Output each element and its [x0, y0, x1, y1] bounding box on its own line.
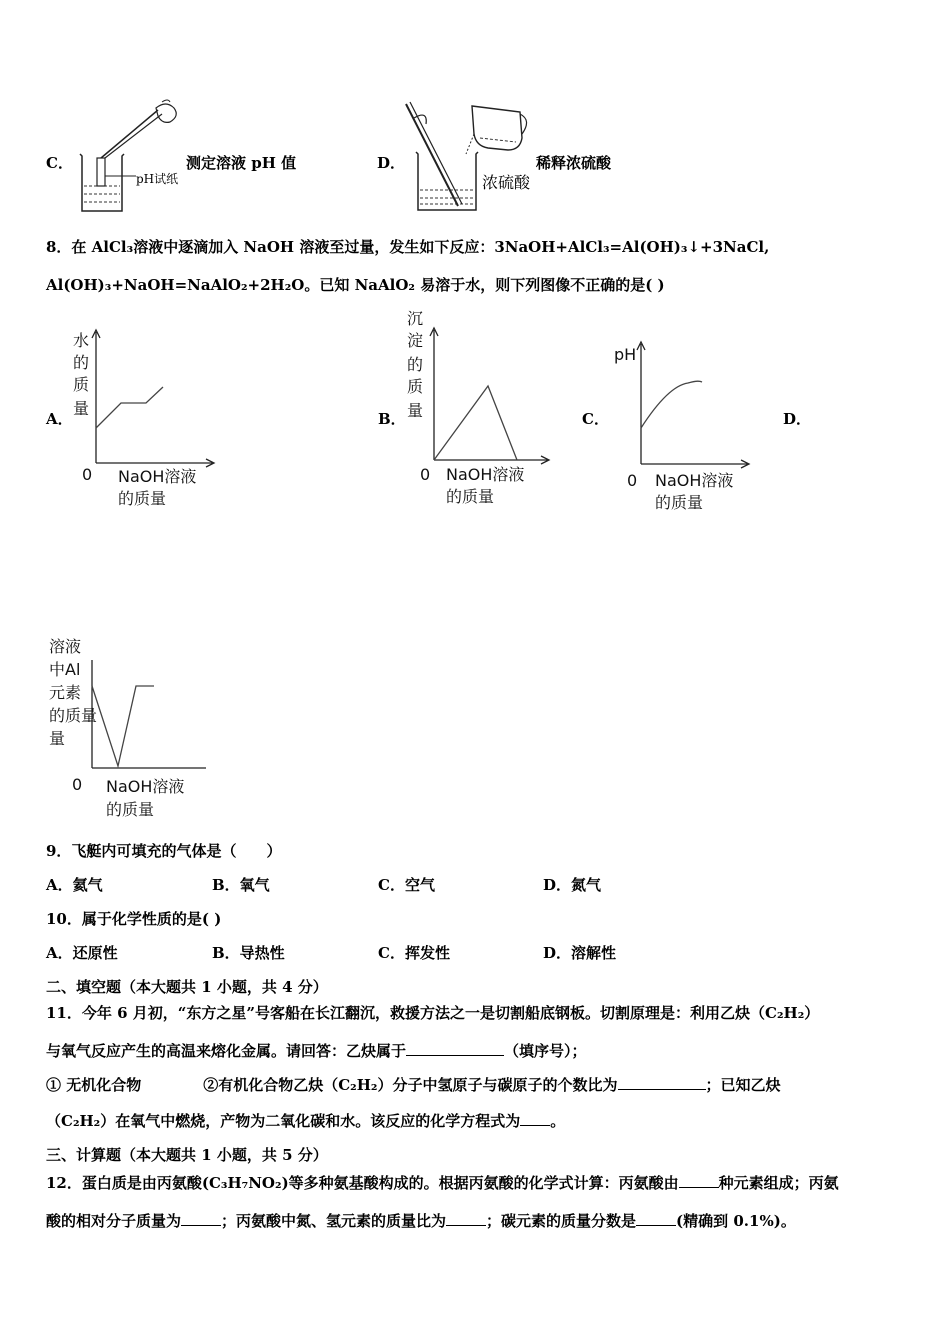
q12-blank-mass-ratio[interactable] — [446, 1211, 486, 1226]
q12-line1-text-b: 种元素组成；丙氨 — [718, 1174, 839, 1192]
q9-option-c: C．空气 — [378, 876, 435, 894]
q7-option-d-caption: 稀释浓硫酸 — [536, 154, 612, 172]
q12-line1 — [46, 1172, 839, 1193]
graph-d-ylabel-1: 溶液 — [49, 637, 82, 656]
ph-test-illustration — [70, 96, 190, 218]
graph-c-ph — [610, 336, 756, 522]
q11-line2-text-b: （填序号）； — [504, 1042, 587, 1060]
graph-c-curve — [641, 381, 702, 428]
graph-d-ylabel-3: 元素 — [49, 683, 82, 702]
graph-a-label: A． — [46, 410, 73, 428]
q10-option-a: A．还原性 — [46, 944, 118, 962]
q11-blank-classification[interactable] — [406, 1041, 504, 1056]
graph-a-origin: 0 — [82, 465, 93, 484]
q11-line3-text-a: ① 无机化合物 — [46, 1076, 142, 1094]
graph-a-ylabel-2: 的 — [73, 353, 90, 372]
graph-b-ylabel-1: 沉 — [407, 309, 424, 328]
graph-d-ylabel-4: 的质量 — [49, 706, 98, 725]
graph-c-xlabel-1: NaOH溶液 — [655, 471, 734, 490]
graph-a-curve — [96, 387, 163, 428]
q11-line3-text-b: ②有机化合物乙炔（C₂H₂）分子中氢原子与碳原子的个数比为 — [203, 1076, 618, 1094]
graph-b-ylabel-2: 淀 — [407, 331, 424, 350]
graph-a-water-mass — [68, 328, 218, 518]
dilute-acid-illustration — [400, 98, 536, 218]
graph-a-xlabel-2: 的质量 — [118, 489, 167, 508]
conc-sulfuric-label: 浓硫酸 — [482, 173, 531, 192]
graph-d-ylabel-5: 量 — [49, 729, 66, 748]
graph-a-ylabel-3: 质 — [73, 375, 90, 394]
graph-d-curve — [92, 686, 154, 766]
graph-b-ylabel-5: 量 — [407, 401, 424, 420]
section3-heading: 三、计算题（本大题共 1 小题，共 5 分） — [46, 1146, 328, 1164]
q12-line2-text-a: 酸的相对分子质量为 — [46, 1212, 182, 1230]
graph-d-xlabel-2: 的质量 — [106, 800, 155, 819]
q9-option-a: A．氦气 — [46, 876, 103, 894]
q7-option-c-caption: 测定溶液 pH 值 — [186, 154, 297, 172]
graph-b-curve — [434, 386, 517, 460]
q12-line2-text-c: ；碳元素的质量分数是 — [486, 1212, 637, 1230]
q12-line2 — [46, 1210, 796, 1231]
graph-a-xlabel-1: NaOH溶液 — [118, 467, 197, 486]
q12-blank-element-count[interactable] — [679, 1173, 719, 1188]
graph-b-xlabel-1: NaOH溶液 — [446, 465, 525, 484]
q8-stem-line1: 8．在 AlCl₃溶液中逐滴加入 NaOH 溶液至过量，发生如下反应：3NaOH+AlCl₃=Al(OH)₃↓+3NaCl, — [46, 238, 770, 256]
graph-d-origin: 0 — [72, 775, 83, 794]
q12-blank-carbon-fraction[interactable] — [636, 1211, 676, 1226]
q11-line1: 11．今年 6 月初，“东方之星”号客船在长江翻沉，救援方法之一是切割船底钢板。切割原理是：利用乙炔（C₂H₂） — [46, 1004, 820, 1022]
ph-strip-label: pH试纸 — [136, 172, 179, 186]
q10-option-c: C．挥发性 — [378, 944, 450, 962]
q7-option-c-label: C． — [46, 154, 73, 172]
graph-d-xlabel-1: NaOH溶液 — [106, 777, 185, 796]
q12-blank-molar-mass[interactable] — [181, 1211, 221, 1226]
section2-heading: 二、填空题（本大题共 1 小题，共 4 分） — [46, 978, 328, 996]
graph-d-label: D． — [783, 410, 812, 428]
graph-c-xlabel-2: 的质量 — [655, 493, 704, 512]
q11-line4-text-a: （C₂H₂）在氧气中燃烧，产物为二氧化碳和水。该反应的化学方程式为 — [46, 1112, 521, 1130]
q12-line1-text-a: 12．蛋白质是由丙氨酸(C₃H₇NO₂)等多种氨基酸构成的。根据丙氨酸的化学式计算：丙氨酸由 — [46, 1174, 679, 1192]
q9-option-b: B．氧气 — [212, 876, 270, 894]
graph-d-ylabel-2: 中Al — [49, 660, 81, 679]
graph-c-label: C． — [582, 410, 609, 428]
graph-b-precipitate-mass — [402, 308, 552, 518]
q11-line4 — [46, 1110, 565, 1131]
q8-stem-line2: Al(OH)₃+NaOH=NaAlO₂+2H₂O。已知 NaAlO₂ 易溶于水，则下列图像不正确的是( ) — [46, 276, 665, 294]
graph-b-ylabel-4: 质 — [407, 377, 424, 396]
q11-line3 — [46, 1074, 781, 1095]
q10-option-b: B．导热性 — [212, 944, 285, 962]
graph-c-ylabel: pH — [614, 345, 637, 364]
graph-d-al-mass — [46, 632, 206, 824]
graph-c-origin: 0 — [627, 471, 638, 490]
q11-line2-text-a: 与氧气反应产生的高温来熔化金属。请回答：乙炔属于 — [46, 1042, 407, 1060]
q12-line2-text-b: ；丙氨酸中氮、氢元素的质量比为 — [221, 1212, 447, 1230]
q9-stem: 9．飞艇内可填充的气体是（ ） — [46, 842, 282, 860]
q12-line2-text-d: (精确到 0.1%)。 — [676, 1212, 796, 1230]
graph-b-origin: 0 — [420, 465, 431, 484]
graph-b-ylabel-3: 的 — [407, 355, 424, 374]
graph-b-label: B． — [378, 410, 406, 428]
q11-line4-text-b: 。 — [550, 1112, 566, 1130]
graph-a-ylabel-4: 量 — [73, 399, 90, 418]
q10-stem: 10．属于化学性质的是( ) — [46, 910, 222, 928]
q9-option-d: D．氮气 — [543, 876, 602, 894]
q7-option-d-label: D． — [377, 154, 406, 172]
q11-blank-equation[interactable] — [520, 1111, 550, 1126]
graph-b-xlabel-2: 的质量 — [446, 487, 495, 506]
graph-a-ylabel-1: 水 — [73, 331, 90, 350]
q11-line3-text-c: ；已知乙炔 — [705, 1076, 781, 1094]
q11-blank-ratio[interactable] — [618, 1075, 706, 1090]
q11-line2 — [46, 1040, 587, 1061]
q10-option-d: D．溶解性 — [543, 944, 617, 962]
